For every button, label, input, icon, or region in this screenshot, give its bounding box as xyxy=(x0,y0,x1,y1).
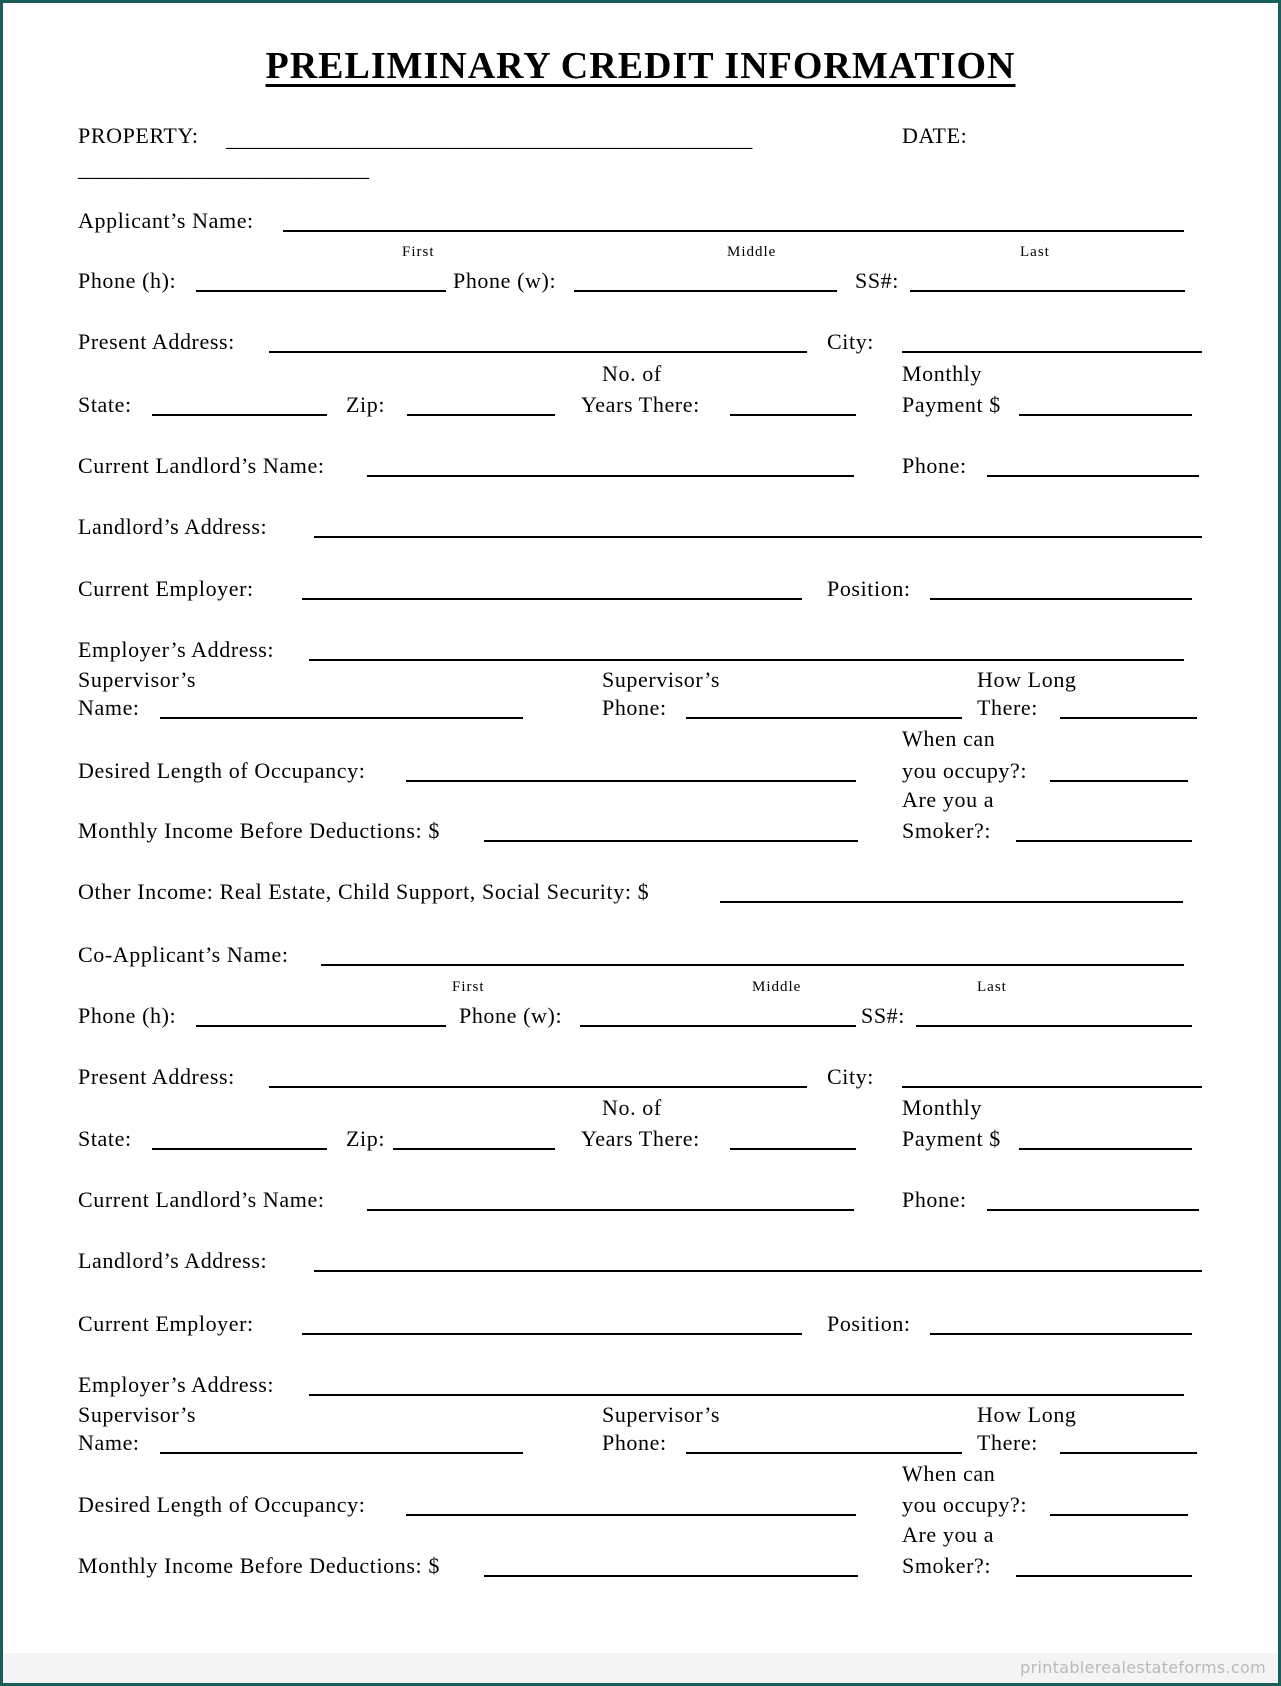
coapplicant-city-field[interactable] xyxy=(902,1086,1202,1088)
applicant-smoker-label: Smoker?: xyxy=(902,818,992,843)
applicant-supervisor-phone-field[interactable] xyxy=(686,717,962,719)
applicant-position-field[interactable] xyxy=(930,598,1192,600)
coapplicant-sub-last: Last xyxy=(977,979,1007,995)
applicant-sub-last: Last xyxy=(1020,244,1050,260)
coapplicant-present-address-label: Present Address: xyxy=(78,1064,235,1089)
applicant-city-field[interactable] xyxy=(902,351,1202,353)
coapplicant-landlord-name-field[interactable] xyxy=(367,1209,854,1211)
coapplicant-supervisor-name-label: Name: xyxy=(78,1430,140,1455)
coapplicant-when-can-label: When can xyxy=(902,1461,996,1486)
form-title: PRELIMINARY CREDIT INFORMATION xyxy=(265,45,1016,87)
coapplicant-sub-middle: Middle xyxy=(752,979,802,995)
coapplicant-occupy-label: you occupy?: xyxy=(902,1492,1028,1517)
applicant-supervisor-phone-label: Phone: xyxy=(602,695,667,720)
applicant-smoker-field[interactable] xyxy=(1016,840,1192,842)
watermark-bar xyxy=(3,1653,1278,1683)
coapplicant-zip-field[interactable] xyxy=(393,1148,555,1150)
coapplicant-ss-field[interactable] xyxy=(916,1025,1192,1027)
applicant-landlord-name-field[interactable] xyxy=(367,475,854,477)
applicant-income-field[interactable] xyxy=(484,840,858,842)
applicant-city-label: City: xyxy=(827,329,875,354)
coapplicant-phone-home-field[interactable] xyxy=(196,1025,446,1027)
other-income-label: Other Income: Real Estate, Child Support, Social Security: $ xyxy=(78,879,650,904)
applicant-phone-home-label: Phone (h): xyxy=(78,268,177,293)
coapplicant-how-long-label: How Long xyxy=(977,1402,1077,1427)
coapplicant-occupy-field[interactable] xyxy=(1050,1514,1188,1516)
coapplicant-phone-home-label: Phone (h): xyxy=(78,1003,177,1028)
coapplicant-supervisor-phone-top-label: Supervisor’s xyxy=(602,1402,721,1427)
applicant-employer-label: Current Employer: xyxy=(78,576,254,601)
coapplicant-supervisor-label: Supervisor’s xyxy=(78,1402,197,1427)
applicant-supervisor-phone-top-label: Supervisor’s xyxy=(602,667,721,692)
coapplicant-landlord-phone-field[interactable] xyxy=(987,1209,1199,1211)
form-title-wrap xyxy=(0,44,1281,88)
applicant-there-label: There: xyxy=(977,695,1039,720)
applicant-are-you-label: Are you a xyxy=(902,787,995,812)
property-label: PROPERTY: xyxy=(78,123,199,148)
watermark-text: printablerealestateforms.com xyxy=(1020,1658,1266,1677)
applicant-employer-address-label: Employer’s Address: xyxy=(78,637,275,662)
coapplicant-landlord-address-label: Landlord’s Address: xyxy=(78,1248,268,1273)
applicant-present-address-label: Present Address: xyxy=(78,329,235,354)
coapplicant-payment-field[interactable] xyxy=(1019,1148,1192,1150)
applicant-employer-address-field[interactable] xyxy=(309,659,1184,661)
coapplicant-zip-label: Zip: xyxy=(346,1126,386,1151)
applicant-when-can-label: When can xyxy=(902,726,996,751)
applicant-phone-work-label: Phone (w): xyxy=(453,268,557,293)
applicant-occupy-field[interactable] xyxy=(1050,780,1188,782)
applicant-supervisor-name-label: Name: xyxy=(78,695,140,720)
applicant-supervisor-name-field[interactable] xyxy=(160,717,523,719)
coapplicant-no-of-label: No. of xyxy=(602,1095,662,1120)
applicant-income-label: Monthly Income Before Deductions: $ xyxy=(78,818,440,843)
property-field[interactable]: _______________________________________________ xyxy=(226,126,753,151)
coapplicant-monthly-label: Monthly xyxy=(902,1095,982,1120)
date-label: DATE: xyxy=(902,123,968,148)
applicant-zip-field[interactable] xyxy=(407,414,555,416)
applicant-zip-label: Zip: xyxy=(346,392,386,417)
coapplicant-desired-occupancy-field[interactable] xyxy=(406,1514,856,1516)
applicant-landlord-address-label: Landlord’s Address: xyxy=(78,514,268,539)
coapplicant-employer-address-label: Employer’s Address: xyxy=(78,1372,275,1397)
coapplicant-smoker-label: Smoker?: xyxy=(902,1553,992,1578)
coapplicant-years-there-field[interactable] xyxy=(730,1148,856,1150)
coapplicant-phone-work-field[interactable] xyxy=(580,1025,856,1027)
applicant-name-field[interactable] xyxy=(283,230,1184,232)
coapplicant-supervisor-name-field[interactable] xyxy=(160,1452,523,1454)
applicant-landlord-address-field[interactable] xyxy=(314,536,1202,538)
coapplicant-state-field[interactable] xyxy=(152,1148,327,1150)
coapplicant-income-field[interactable] xyxy=(484,1575,858,1577)
coapplicant-landlord-address-field[interactable] xyxy=(314,1270,1202,1272)
coapplicant-position-field[interactable] xyxy=(930,1333,1192,1335)
coapplicant-there-label: There: xyxy=(977,1430,1039,1455)
coapplicant-employer-address-field[interactable] xyxy=(309,1394,1184,1396)
applicant-phone-home-field[interactable] xyxy=(196,290,446,292)
coapplicant-landlord-phone-label: Phone: xyxy=(902,1187,967,1212)
coapplicant-ss-label: SS#: xyxy=(861,1003,905,1028)
applicant-ss-label: SS#: xyxy=(855,268,899,293)
applicant-phone-work-field[interactable] xyxy=(574,290,837,292)
coapplicant-are-you-label: Are you a xyxy=(902,1522,995,1547)
coapplicant-position-label: Position: xyxy=(827,1311,911,1336)
applicant-no-of-label: No. of xyxy=(602,361,662,386)
applicant-landlord-name-label: Current Landlord’s Name: xyxy=(78,453,325,478)
applicant-supervisor-label: Supervisor’s xyxy=(78,667,197,692)
coapplicant-desired-occupancy-label: Desired Length of Occupancy: xyxy=(78,1492,366,1517)
applicant-how-long-label: How Long xyxy=(977,667,1077,692)
applicant-occupy-label: you occupy?: xyxy=(902,758,1028,783)
other-income-field[interactable] xyxy=(720,901,1183,903)
applicant-sub-middle: Middle xyxy=(727,244,777,260)
applicant-monthly-label: Monthly xyxy=(902,361,982,386)
applicant-ss-field[interactable] xyxy=(910,290,1185,292)
coapplicant-sub-first: First xyxy=(452,979,485,995)
date-field[interactable]: __________________________ xyxy=(78,156,370,181)
coapplicant-years-there-label: Years There: xyxy=(581,1126,700,1151)
applicant-position-label: Position: xyxy=(827,576,911,601)
applicant-landlord-phone-label: Phone: xyxy=(902,453,967,478)
coapplicant-name-label: Co-Applicant’s Name: xyxy=(78,942,289,967)
applicant-desired-occupancy-label: Desired Length of Occupancy: xyxy=(78,758,366,783)
coapplicant-phone-work-label: Phone (w): xyxy=(459,1003,563,1028)
applicant-present-address-field[interactable] xyxy=(269,351,807,353)
applicant-years-there-field[interactable] xyxy=(730,414,856,416)
applicant-state-field[interactable] xyxy=(152,414,327,416)
coapplicant-employer-field[interactable] xyxy=(302,1333,802,1335)
applicant-sub-first: First xyxy=(402,244,435,260)
coapplicant-supervisor-phone-field[interactable] xyxy=(686,1452,962,1454)
coapplicant-state-label: State: xyxy=(78,1126,132,1151)
applicant-how-long-field[interactable] xyxy=(1060,717,1197,719)
applicant-desired-occupancy-field[interactable] xyxy=(406,780,856,782)
applicant-payment-label: Payment $ xyxy=(902,392,1001,417)
coapplicant-name-field[interactable] xyxy=(321,964,1184,966)
applicant-payment-field[interactable] xyxy=(1019,414,1192,416)
coapplicant-employer-label: Current Employer: xyxy=(78,1311,254,1336)
applicant-name-label: Applicant’s Name: xyxy=(78,208,254,233)
coapplicant-present-address-field[interactable] xyxy=(269,1086,807,1088)
coapplicant-landlord-name-label: Current Landlord’s Name: xyxy=(78,1187,325,1212)
coapplicant-payment-label: Payment $ xyxy=(902,1126,1001,1151)
applicant-landlord-phone-field[interactable] xyxy=(987,475,1199,477)
applicant-employer-field[interactable] xyxy=(302,598,802,600)
applicant-state-label: State: xyxy=(78,392,132,417)
coapplicant-city-label: City: xyxy=(827,1064,875,1089)
coapplicant-supervisor-phone-label: Phone: xyxy=(602,1430,667,1455)
coapplicant-income-label: Monthly Income Before Deductions: $ xyxy=(78,1553,440,1578)
applicant-years-there-label: Years There: xyxy=(581,392,700,417)
coapplicant-smoker-field[interactable] xyxy=(1016,1575,1192,1577)
coapplicant-how-long-field[interactable] xyxy=(1060,1452,1197,1454)
